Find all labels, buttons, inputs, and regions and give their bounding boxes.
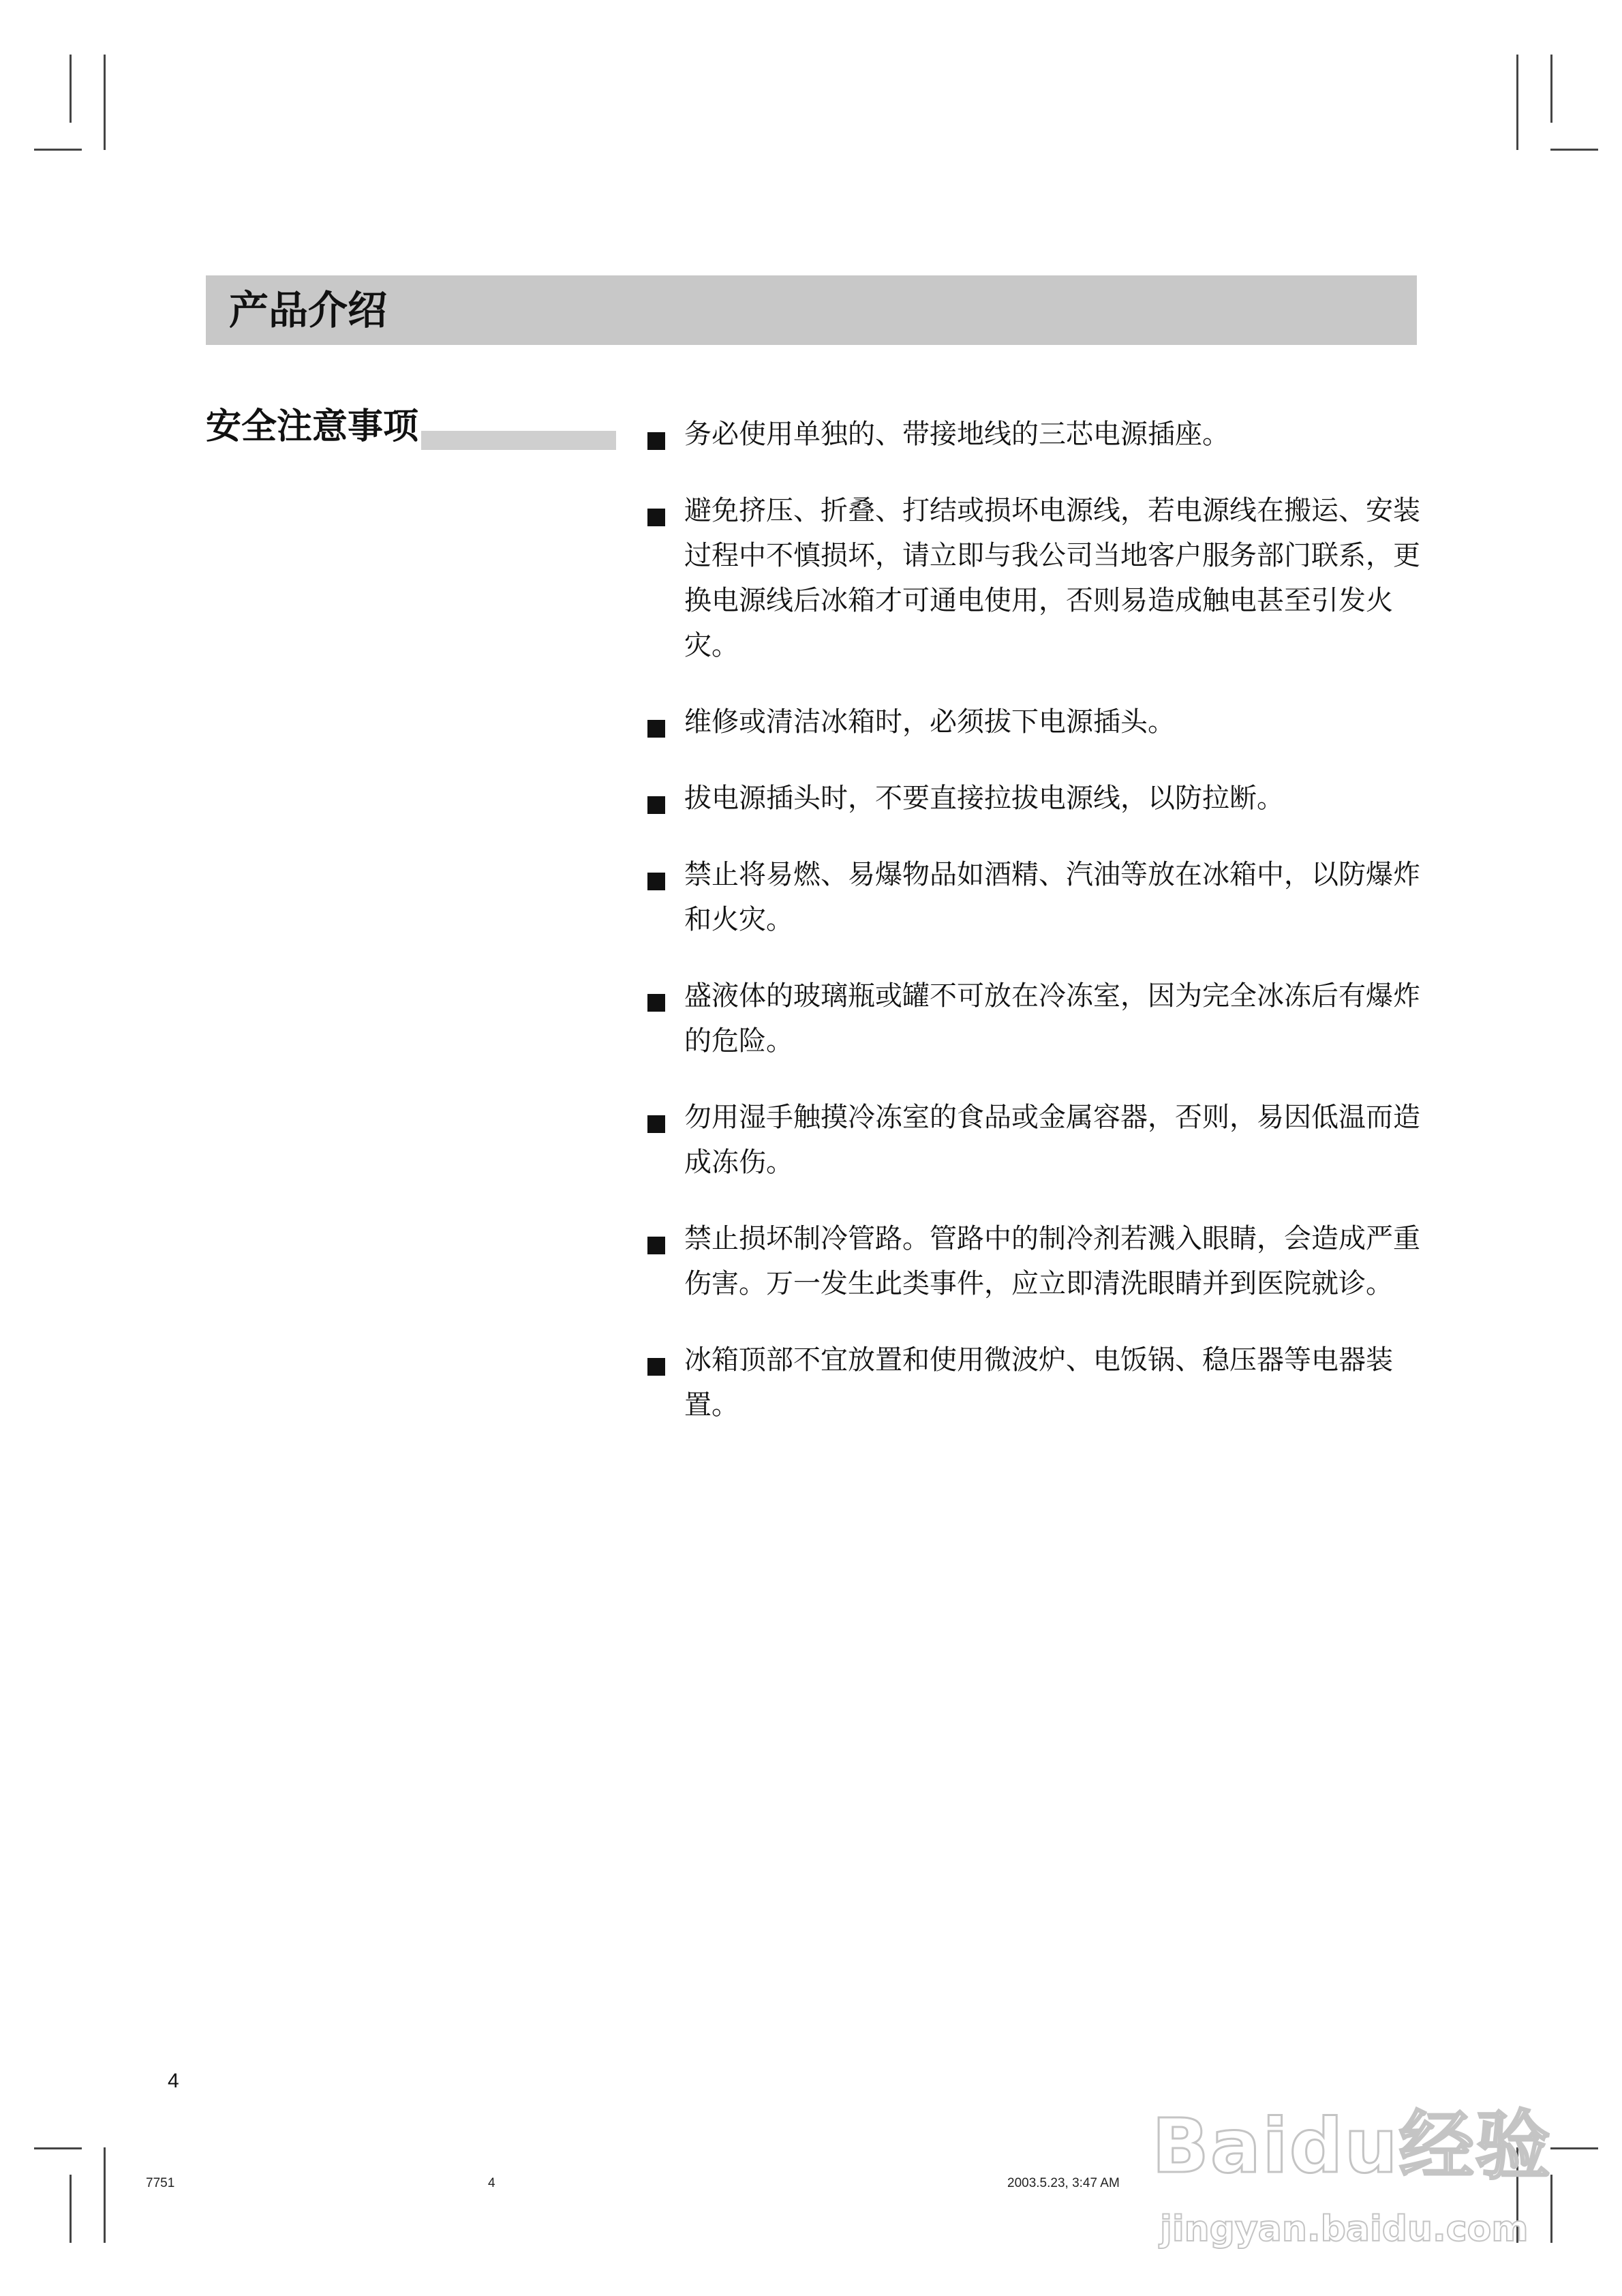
watermark-url: jingyan.baidu.com — [1160, 2209, 1529, 2250]
crop-mark — [1516, 55, 1518, 150]
section-title: 安全注意事项 — [206, 404, 421, 450]
square-bullet-icon — [647, 796, 665, 814]
page-title: 产品介绍 — [229, 287, 388, 333]
crop-mark — [70, 55, 72, 123]
square-bullet-icon — [647, 994, 665, 1012]
square-bullet-icon — [647, 1115, 665, 1133]
square-bullet-icon — [647, 432, 665, 450]
list-item — [647, 699, 1424, 744]
list-item — [647, 488, 1424, 668]
watermark-brand: Baidu经验 — [1152, 2102, 1552, 2190]
crop-mark — [70, 2175, 72, 2243]
list-item — [647, 412, 1424, 457]
list-item-text: 维修或清洁冰箱时，必须拔下电源插头。 — [684, 706, 1175, 738]
list-item — [647, 776, 1424, 821]
list-item-text: 避免挤压、折叠、打结或损坏电源线，若电源线在搬运、安装过程中不慎损坏，请立即与我公司当地客户服务部门联系，更换电源线后冰箱才可通电使用，否则易造成触电甚至引发火灾。 — [684, 495, 1420, 661]
slug-page: 4 — [488, 2176, 495, 2190]
square-bullet-icon — [647, 509, 665, 526]
crop-mark — [34, 149, 82, 151]
list-item-text: 禁止损坏制冷管路。管路中的制冷剂若溅入眼睛，会造成严重伤害。万一发生此类事件，应立即清洗眼睛并到医院就诊。 — [684, 1223, 1420, 1299]
list-item — [647, 1216, 1424, 1306]
square-bullet-icon — [647, 1358, 665, 1376]
safety-list — [647, 412, 1424, 1459]
list-item-text: 盛液体的玻璃瓶或罐不可放在冷冻室，因为完全冰冻后有爆炸的危险。 — [684, 980, 1420, 1057]
list-item-text: 禁止将易燃、易爆物品如酒精、汽油等放在冰箱中，以防爆炸和火灾。 — [684, 859, 1420, 935]
list-item — [647, 973, 1424, 1063]
list-item-text: 勿用湿手触摸冷冻室的食品或金属容器，否则，易因低温而造成冻伤。 — [684, 1102, 1420, 1178]
list-item — [647, 852, 1424, 942]
square-bullet-icon — [647, 1237, 665, 1254]
list-item — [647, 1095, 1424, 1185]
list-item-text: 拔电源插头时，不要直接拉拔电源线，以防拉断。 — [684, 783, 1284, 814]
slug-code: 7751 — [146, 2176, 175, 2190]
crop-mark — [1550, 55, 1552, 123]
header-banner — [206, 275, 1417, 345]
square-bullet-icon — [647, 873, 665, 890]
crop-mark — [34, 2147, 82, 2149]
square-bullet-icon — [647, 720, 665, 738]
list-item — [647, 1338, 1424, 1428]
list-item-text: 冰箱顶部不宜放置和使用微波炉、电饭锅、稳压器等电器装置。 — [684, 1344, 1393, 1421]
crop-mark — [104, 55, 106, 150]
page-number: 4 — [168, 2070, 179, 2092]
crop-mark — [104, 2147, 106, 2243]
baidu-watermark — [1152, 2086, 1588, 2291]
crop-mark — [1550, 149, 1598, 151]
list-item-text: 务必使用单独的、带接地线的三芯电源插座。 — [684, 419, 1229, 450]
slug-timestamp: 2003.5.23, 3:47 AM — [1007, 2176, 1120, 2190]
